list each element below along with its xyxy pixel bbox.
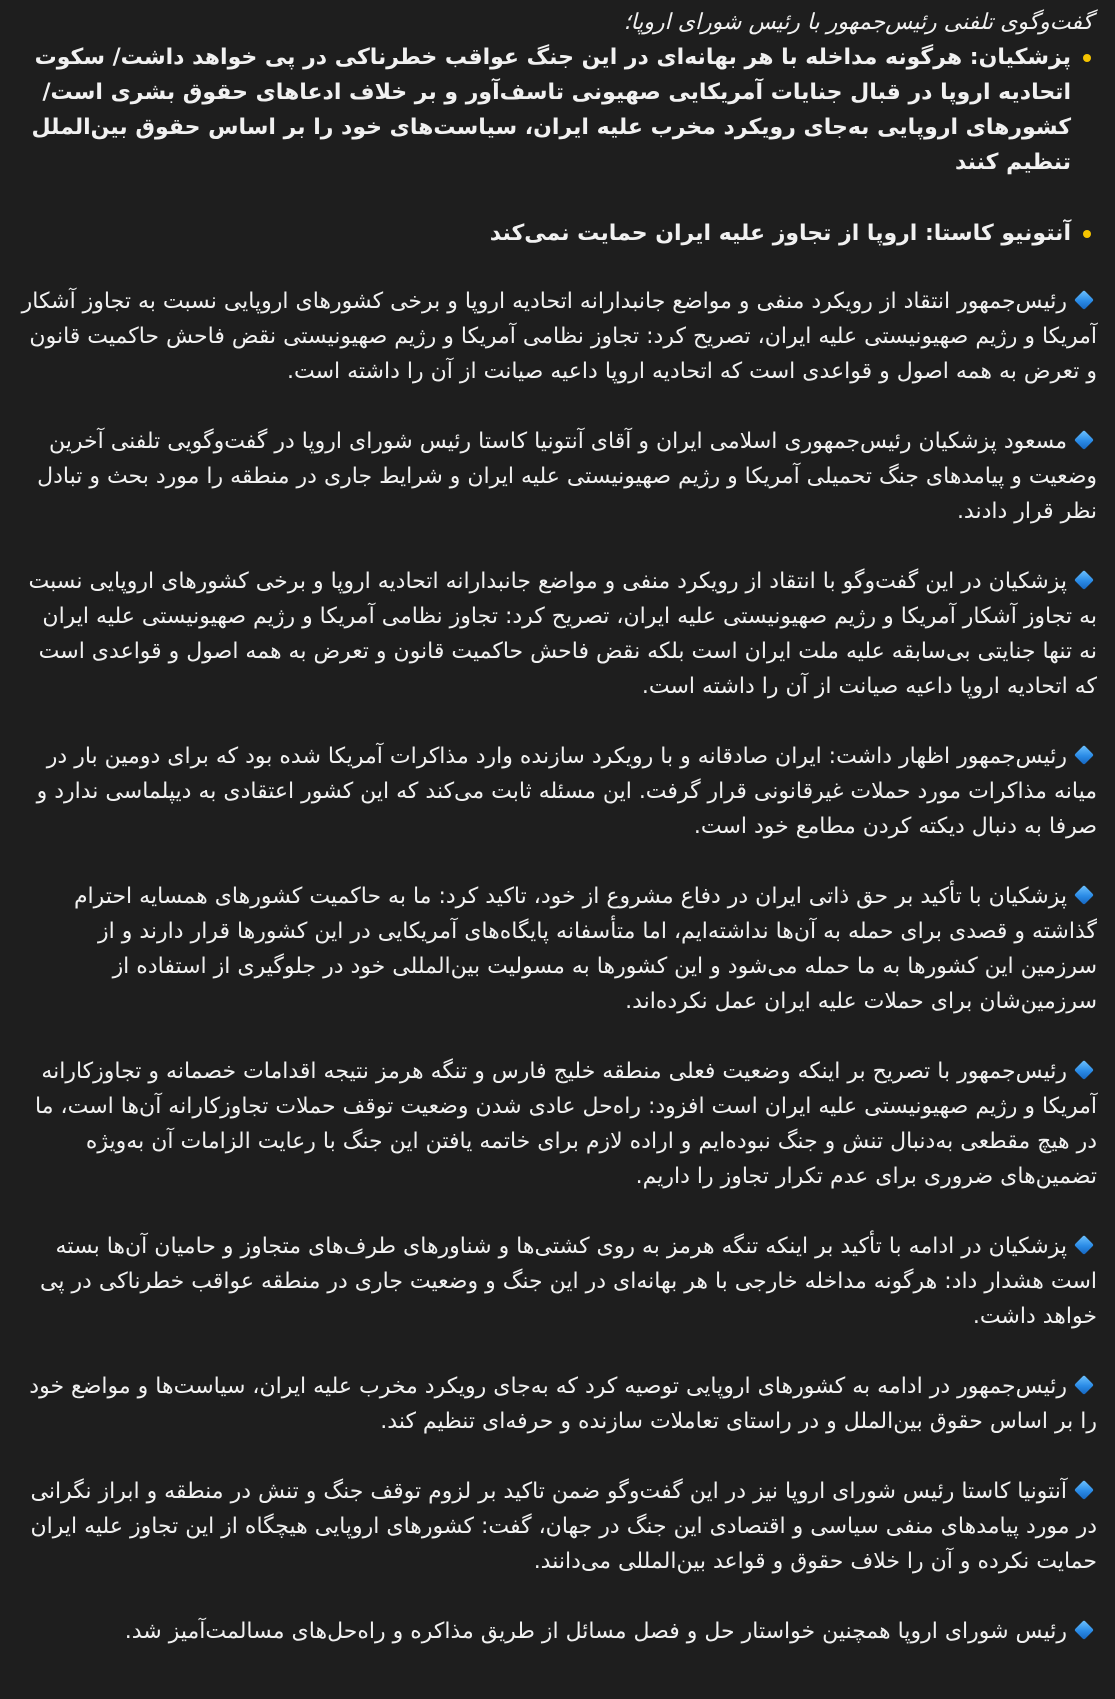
blue-diamond-icon — [1074, 1620, 1094, 1640]
paragraph-text: رئیس‌جمهور اظهار داشت: ایران صادقانه و با رویکرد سازنده وارد مذاکرات آمریکا شده بود که برای دومین بار در میانه مذاکرات مورد حملات غیرقانونی قرار گرفت. این مسئله ثابت می‌کند که این کشور اعتقادی به دیپلماسی ندارد و صرفا به دنبال دیکته کردن مطامع خود است. — [36, 744, 1097, 839]
paragraph-text: پزشکیان در ادامه با تأکید بر اینکه تنگه هرمز به روی کشتی‌ها و شناورهای طرف‌های متجاوز و حامیان آن‌ها بسته است هشدار داد: هرگونه مداخله خارجی با هر بهانه‌ای در این جنگ و وضعیت جاری در منطقه عواقب خطرناکی در پی خواهد داشت. — [39, 1234, 1097, 1329]
blue-diamond-icon — [1074, 745, 1094, 765]
highlight-text: پزشکیان: هرگونه مداخله با هر بهانه‌ای در این جنگ عواقب خطرناکی در پی خواهد داشت/ سکوت اتحادیه اروپا در قبال جنایات آمریکایی صهیونی تاسف‌آور و بر خلاف ادعاهای حقوق بشری است/ کشورهای اروپایی به‌جای رویکرد مخرب علیه ایران، سیاست‌های خود را بر اساس حقوق بین‌الملل تنظیم کنند — [31, 45, 1071, 175]
blue-diamond-icon — [1074, 1235, 1094, 1255]
paragraphs — [18, 284, 1097, 1649]
paragraph-text: رئیس شورای اروپا همچنین خواستار حل و فصل مسائل از طریق مذاکره و راه‌حل‌های مسالمت‌آمیز شد. — [124, 1619, 1067, 1644]
blue-diamond-icon — [1074, 570, 1094, 590]
blue-diamond-icon — [1074, 885, 1094, 905]
paragraph — [18, 1229, 1097, 1334]
paragraph — [18, 424, 1097, 529]
paragraph — [18, 1614, 1097, 1649]
yellow-dot-icon — [1083, 230, 1091, 238]
paragraph-text: پزشکیان در این گفت‌وگو با انتقاد از رویکرد منفی و مواضع جانبدارانه اتحادیه اروپا و برخی کشورهای اروپایی نسبت به تجاوز آشکار آمریکا و رژیم صهیونیستی علیه ایران، تصریح کرد: تجاوز نظامی آمریکا و رژیم صهیونیستی علیه ایران نه تنها جنایتی بی‌سابقه علیه ملت ایران است بلکه نقض فاحش حاکمیت قانون و تعرض به همه اصول و قواعدی است که اتحادیه اروپا داعیه صیانت از آن را داشته است. — [28, 569, 1097, 699]
paragraph — [18, 284, 1097, 389]
blue-diamond-icon — [1074, 1060, 1094, 1080]
highlight-text: آنتونیو کاستا: اروپا از تجاوز علیه ایران حمایت نمی‌کند — [489, 221, 1071, 246]
highlight-item — [18, 216, 1097, 251]
paragraph — [18, 739, 1097, 844]
paragraph-text: مسعود پزشکیان رئیس‌جمهوری اسلامی ایران و آقای آنتونیا کاستا رئیس شورای اروپا در گفت‌وگویی تلفنی آخرین وضعیت و پیامدهای جنگ تحمیلی آمریکا و رژیم صهیونیستی علیه ایران و شرایط جاری در منطقه را مورد بحث و تبادل نظر قرار دادند. — [37, 429, 1097, 524]
blue-diamond-icon — [1074, 430, 1094, 450]
paragraph-text: رئیس‌جمهور با تصریح بر اینکه وضعیت فعلی منطقه خلیج فارس و تنگه هرمز نتیجه اقدامات خصمانه و تجاوزکارانه آمریکا و رژیم صهیونیستی علیه ایران است افزود: راه‌حل عادی شدن وضعیت توقف حملات تجاوزکارانه آن‌ها است، ما در هیچ مقطعی به‌دنبال تنش و جنگ نبوده‌ایم و اراده لازم برای خاتمه یافتن این جنگ با رعایت الزامات آن به‌ویژه تضمین‌های ضروری برای عدم تکرار تجاوز را داریم. — [35, 1059, 1097, 1189]
paragraph-text: آنتونیا کاستا رئیس شورای اروپا نیز در این گفت‌وگو ضمن تاکید بر لزوم توقف جنگ و تنش در منطقه و ابراز نگرانی در مورد پیامدهای منفی سیاسی و اقتصادی این جنگ در جهان، گفت: کشورهای اروپایی هیچگاه از این تجاوز علیه ایران حمایت نکرده و آن را خلاف حقوق و قواعد بین‌المللی می‌دانند. — [30, 1479, 1097, 1574]
blue-diamond-icon — [1074, 290, 1094, 310]
highlights-list — [18, 40, 1097, 251]
yellow-dot-icon — [1083, 54, 1091, 62]
paragraph-text: پزشکیان با تأکید بر حق ذاتی ایران در دفاع مشروع از خود، تاکید کرد: ما به حاکمیت کشورهای همسایه احترام گذاشته و قصدی برای حمله به آن‌ها نداشته‌ایم، اما متأسفانه پایگاه‌های آمریکایی در این کشورها قرار دارند و از سرزمین این کشورها به ما حمله می‌شود و این کشورها به مسولیت بین‌المللی خود در جلوگیری از استفاده از سرزمین‌شان برای حملات علیه ایران عمل نکرده‌اند. — [73, 884, 1097, 1014]
paragraph-text: رئیس‌جمهور در ادامه به کشورهای اروپایی توصیه کرد که به‌جای رویکرد مخرب علیه ایران، سیاست‌ها و مواضع خود را بر اساس حقوق بین‌الملل و در راستای تعاملات سازنده و حرفه‌ای تنظیم کند. — [29, 1374, 1097, 1434]
blue-diamond-icon — [1074, 1375, 1094, 1395]
paragraph — [18, 1474, 1097, 1579]
message-title: گفت‌وگوی تلفنی رئیس‌جمهور با رئیس شورای اروپا؛ — [623, 10, 1093, 35]
paragraph — [18, 879, 1097, 1019]
paragraph — [18, 564, 1097, 704]
highlight-item — [18, 40, 1097, 180]
blue-diamond-icon — [1074, 1480, 1094, 1500]
paragraph-text: رئیس‌جمهور انتقاد از رویکرد منفی و مواضع جانبدارانه اتحادیه اروپا و برخی کشورهای اروپایی نسبت به تجاوز آشکار آمریکا و رژیم صهیونیستی علیه ایران، تصریح کرد: تجاوز نظامی آمریکا و رژیم صهیونیستی نقض فاحش حاکمیت قانون و تعرض به همه اصول و قواعدی است که اتحادیه اروپا داعیه صیانت از آن را داشته است. — [21, 289, 1097, 384]
paragraph — [18, 1054, 1097, 1194]
paragraph — [18, 1369, 1097, 1439]
